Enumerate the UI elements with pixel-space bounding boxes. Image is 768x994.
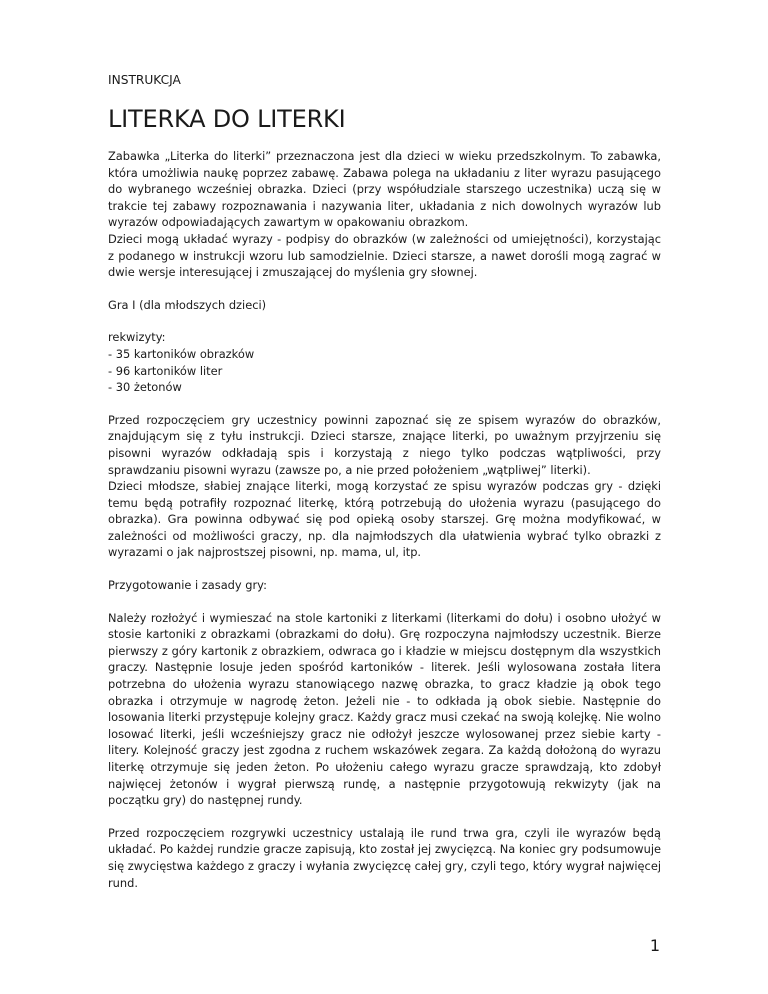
game1-heading: Gra I (dla młodszych dzieci) (108, 297, 267, 312)
before-game-paragraph-2: Dzieci młodsze, słabiej znające literki, mogą korzystać ze spisu wyrazów podczas gry - dzięki temu będą potrafiły rozpoznać literkę, którą potrzebują do ułożenia wyrazu (pasującego do obrazka). Gra powinna odbywać się pod opieką osoby starszej. Grę można modyfikować, w zależności od możliwości graczy, np. dla najmłodszych dla ułatwienia wybrać tylko obrazki z wyrazami o jak najprostszej pisowni, np. mama, ul, itp. (108, 479, 661, 560)
rules-heading: Przygotowanie i zasady gry: (108, 578, 267, 593)
list-item: - 96 kartoników liter (108, 363, 223, 378)
rules-paragraph: Należy rozłożyć i wymieszać na stole kartoniki z literkami (literkami do dołu) i osobno ułożyć w stosie kartoniki z obrazkami (obrazkami do dołu). Grę rozpoczyna najmłodszy uczestnik. Bierze pierwszy z góry kartonik z obrazkiem, odwraca go i kładzie w miejscu dostępnym dla wszystkich graczy. Następnie losuje jeden spośród kartoników - literek. Jeśli wylosowana została litera potrzebna do ułożenia wyrazu stanowiącego nazwę obrazka, to gracz kładzie ją obok tego obrazka i otrzymuje w nagrodę żeton. Jeżeli nie - to odkłada ją obok siebie. Następnie do losowania literki przystępuje kolejny gracz. Każdy gracz musi czekać na swoją kolejkę. Nie wolno losować literki, jeśli wcześniejszy gracz nie odłożył jeszcze wylosowanej przez siebie karty - litery. Kolejność graczy jest zgodna z ruchem wskazówek zegara. Za każdą dołożoną do wyrazu literkę otrzymuje się jeden żeton. Po ułożeniu całego wyrazu gracze sprawdzają, kto zdobył najwięcej żetonów i wygrał pierwszą rundę, a następnie przygotowują rekwizyty (jak na początku gry) do następnej rundy. (108, 610, 661, 808)
list-item: - 35 kartoników obrazków (108, 346, 255, 361)
intro-paragraph-1: Zabawka „Literka do literki” przeznaczona jest dla dzieci w wieku przedszkolnym. To zabawka, która umożliwia naukę poprzez zabawę. Zabawa polega na układaniu z liter wyrazu pasującego do wybranego wcześniej obrazka. Dzieci (przy współudziale starszego uczestnika) uczą się w trakcie tej zabawy rozpoznawania i nazywania liter, układania z nich dowolnych wyrazów lub wyrazów odpowiadających zawartym w opakowaniu obrazkom. (108, 149, 661, 230)
list-item: - 30 żetonów (108, 380, 182, 395)
document-label: INSTRUKCJA (108, 73, 181, 87)
props-list (108, 346, 661, 396)
props-label: rekwizyty: (108, 330, 166, 345)
final-paragraph: Przed rozpoczęciem rozgrywki uczestnicy ustalają ile rund trwa gra, czyli ile wyrazów będą układać. Po każdej rundzie gracze zapisują, kto został jej zwycięzcą. Na koniec gry podsumowuje się zwycięstwa każdego z graczy i wyłania zwycięzcę całej gry, czyli tego, który wygrał najwięcej rund. (108, 825, 661, 890)
before-game-paragraph-1: Przed rozpoczęciem gry uczestnicy powinni zapoznać się ze spisem wyrazów do obrazków, znajdującym się z tyłu instrukcji. Dzieci starsze, znające literki, po uważnym przyjrzeniu się pisowni wyrazów odkładają spis i korzystają z niego tylko podczas wątpliwości, przy sprawdzaniu pisowni wyrazu (zawsze po, a nie przed położeniem „wątpliwej” literki). (108, 412, 661, 477)
page-number: 1 (649, 936, 660, 955)
intro-paragraph-2: Dzieci mogą układać wyrazy - podpisy do obrazków (w zależności od umiejętności), korzystając z podanego w instrukcji wzoru lub samodzielnie. Dzieci starsze, a nawet dorośli mogą zagrać w dwie wersje interesującej i zmuszającej do myślenia gry słownej. (108, 231, 661, 280)
page-title: LITERKA DO LITERKI (108, 105, 346, 133)
